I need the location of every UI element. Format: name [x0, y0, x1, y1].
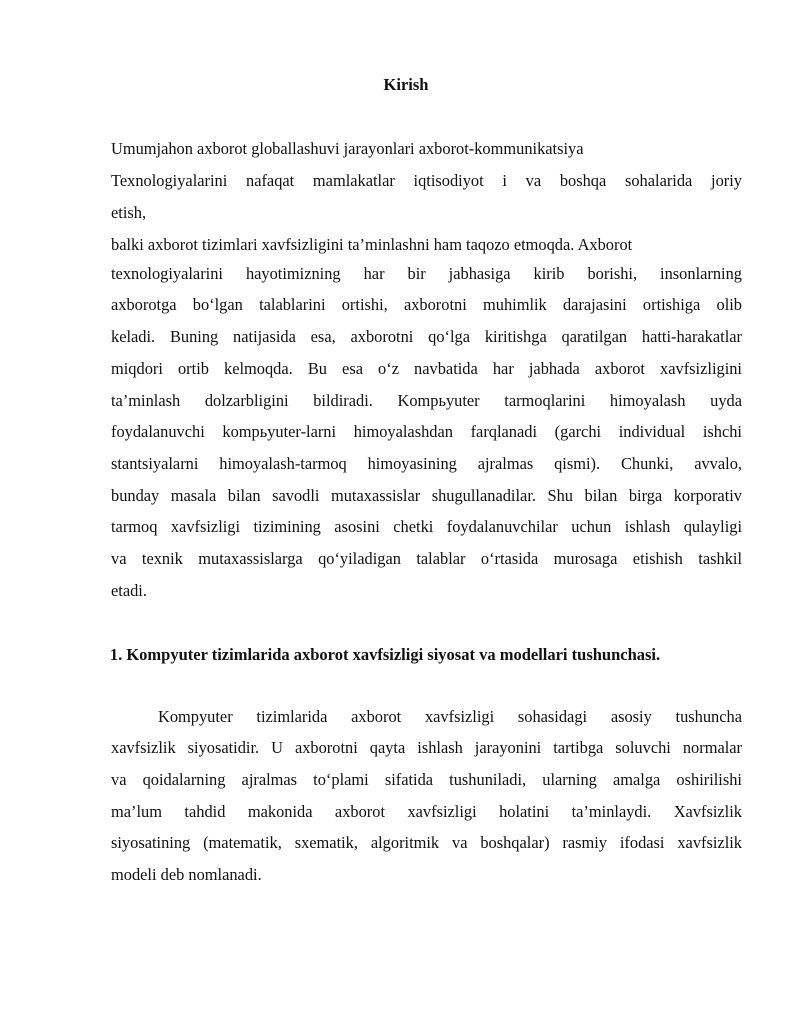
section-line: Kompyuter tizimlarida axborot xavfsizligi sohasidagi asosiy tushuncha	[158, 707, 742, 726]
intro-line: tarmoq xavfsizligi tizimining asosini chetki foydalanuvchilar uchun ishlash qulayligi	[111, 517, 742, 536]
section-line: siyosatining (matematik, sxematik, algoritmik va boshqalar) rasmiy ifodasi xavfsizlik	[111, 833, 742, 852]
intro-line: ta’minlash dolzarbligini bildiradi. Kompьyuter tarmoqlarini himoyalash uyda	[111, 391, 742, 410]
intro-line: Umumjahon axborot globallashuvi jarayonlari axborot-kommunikatsiya	[111, 139, 584, 158]
intro-line: axborotga bo‘lgan talablarini ortishi, axborotni muhimlik darajasini ortishiga olib	[111, 295, 742, 314]
intro-line: keladi. Buning natijasida esa, axborotni qo‘lga kiritishga qaratilgan hatti-harakatlar	[111, 327, 742, 346]
intro-line: etish,	[111, 203, 147, 222]
page-title: Kirish	[383, 75, 429, 94]
section-line: ma’lum tahdid makonida axborot xavfsizligi holatini ta’minlaydi. Xavfsizlik	[111, 802, 742, 821]
intro-line: miqdori ortib kelmoqda. Bu esa o‘z navbatida har jabhada axborot xavfsizligini	[111, 359, 742, 378]
section-line: va qoidalarning ajralmas to‘plami sifatida tushuniladi, ularning amalga oshirilishi	[111, 770, 742, 789]
intro-line: foydalanuvchi kompьyuter-larni himoyalashdan farqlanadi (garchi individual ishchi	[111, 422, 742, 441]
section-line: xavfsizlik siyosatidir. U axborotni qayta ishlash jarayonini tartibga soluvchi normalar	[111, 738, 742, 757]
intro-line: balki axborot tizimlari xavfsizligini ta’minlashni ham taqozo etmoqda. Axborot	[111, 235, 633, 254]
intro-line: stantsiyalarni himoyalash-tarmoq himoyasining ajralmas qismi). Chunki, avvalo,	[111, 454, 742, 473]
intro-line: etadi.	[111, 581, 147, 600]
section-line: modeli deb nomlanadi.	[111, 865, 262, 884]
intro-line: texnologiyalarini hayotimizning har bir jabhasiga kirib borishi, insonlarning	[111, 264, 742, 283]
section-title: 1. Kompyuter tizimlarida axborot xavfsizligi siyosat va modellari tushunchasi.	[109, 645, 661, 664]
intro-line: Texnologiyalarini nafaqat mamlakatlar iqtisodiyot i va boshqa sohalarida joriy	[111, 171, 742, 190]
intro-line: bunday masala bilan savodli mutaxassislar shugullanadilar. Shu bilan birga korporativ	[111, 486, 742, 505]
intro-line: va texnik mutaxassislarga qo‘yiladigan talablar o‘rtasida murosaga etishish tashkil	[111, 549, 742, 568]
